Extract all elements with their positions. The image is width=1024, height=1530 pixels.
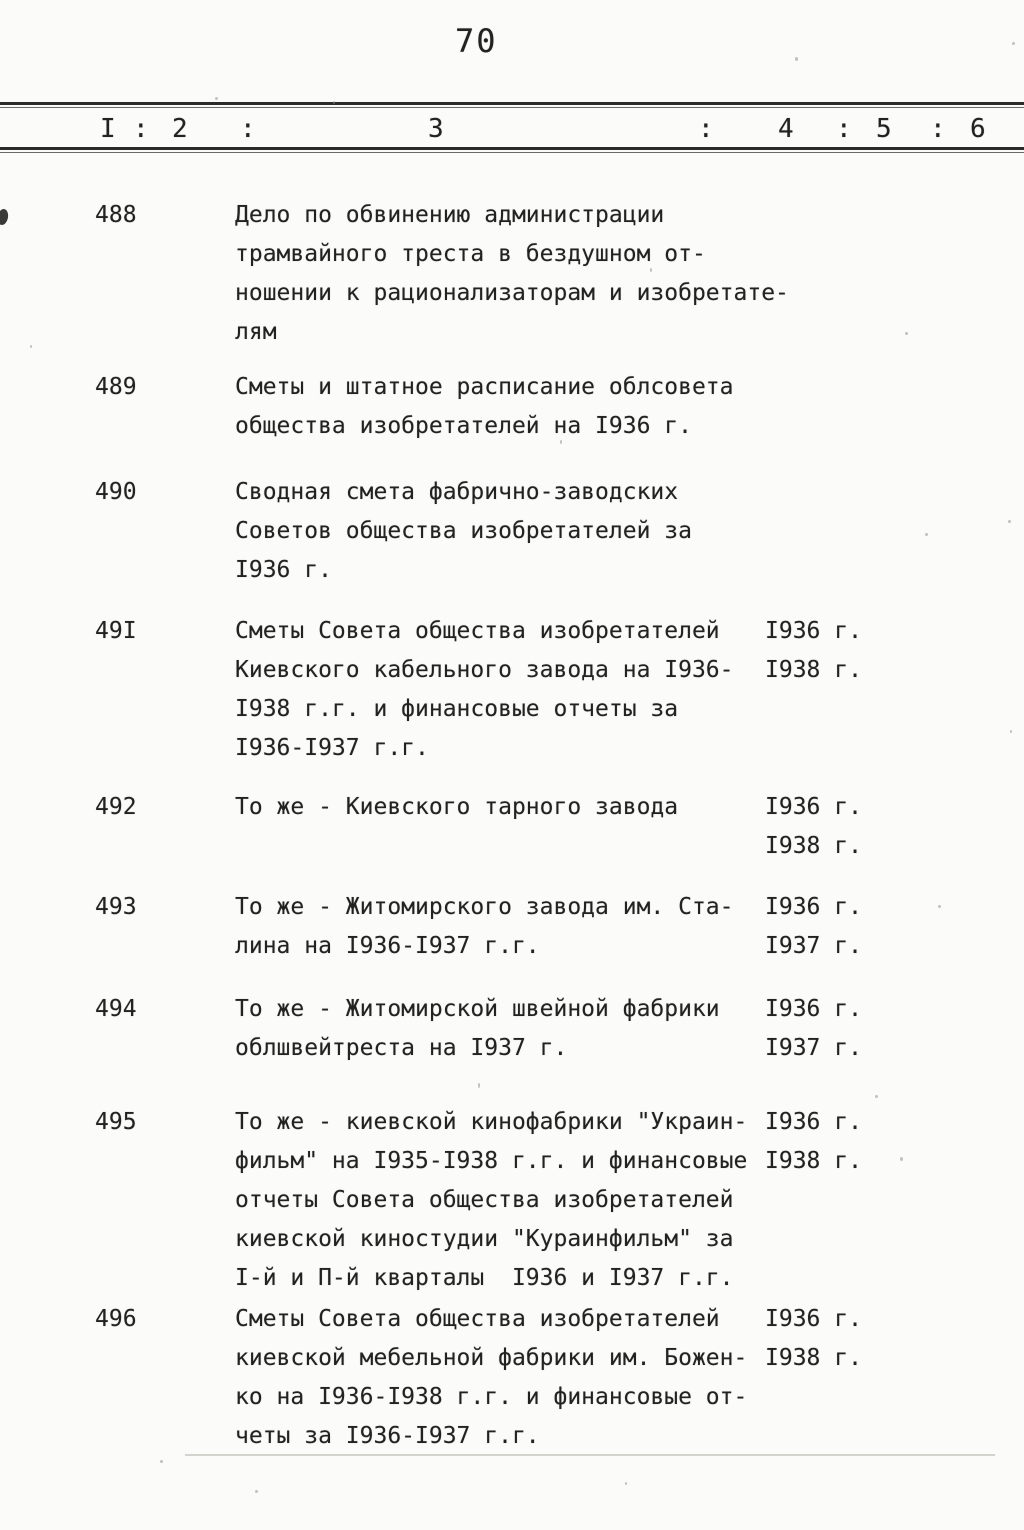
entry-date: I938 г. <box>765 1345 862 1371</box>
entry-desc-line: ко на I936-I938 г.г. и финансовые от- <box>235 1384 748 1410</box>
ink-blob-artifact <box>0 208 10 226</box>
column-header-1: I <box>100 114 116 144</box>
scan-speckle <box>255 1490 258 1493</box>
entry-number: 496 <box>95 1306 137 1332</box>
entry-desc-line: I936-I937 г.г. <box>235 735 429 761</box>
entry-description <box>235 990 775 1068</box>
entry-desc-line: То же - Киевского тарного завода <box>235 794 679 820</box>
entry-desc-line: I-й и П-й кварталы I936 и I937 г.г. <box>235 1265 734 1291</box>
column-separator: : <box>930 114 946 144</box>
entry-desc-line: Сметы Совета общества изобретателей <box>235 1306 720 1332</box>
column-separator: : <box>240 114 256 144</box>
entry-dates <box>765 888 905 966</box>
scan-speckle <box>215 97 218 100</box>
entry-desc-line: киевской мебельной фабрики им. Божен- <box>235 1345 748 1371</box>
entry-desc-line: I938 г.г. и финансовые отчеты за <box>235 696 679 722</box>
entry-desc-line: Киевского кабельного завода на I936- <box>235 657 734 683</box>
table-header-top-rule-thin <box>0 107 1024 108</box>
entry-desc-line: четы за I936-I937 г.г. <box>235 1423 540 1449</box>
scan-speckle <box>938 905 941 908</box>
entry-description <box>235 1300 775 1456</box>
scan-speckle <box>478 1083 480 1088</box>
entry-desc-line: киевской киностудии "Кураинфильм" за <box>235 1226 734 1252</box>
entry-date: I938 г. <box>765 833 862 859</box>
scan-speckle <box>333 101 335 104</box>
entry-description <box>235 888 775 966</box>
entry-number: 488 <box>95 202 137 228</box>
scan-speckle <box>30 345 32 348</box>
table-header-bottom-rule-thin <box>0 152 1024 153</box>
entry-desc-line: То же - Житомирского завода им. Ста- <box>235 894 734 920</box>
entry-dates <box>765 1300 905 1378</box>
table-header <box>0 112 1024 146</box>
entry-desc-line: лина на I936-I937 г.г. <box>235 933 540 959</box>
entry-dates <box>765 990 905 1068</box>
entry-desc-line: Сводная смета фабрично-заводских <box>235 479 679 505</box>
column-separator: : <box>698 114 714 144</box>
entry-description <box>235 788 775 827</box>
entry-description <box>235 473 775 590</box>
entry-desc-line: лям <box>235 319 277 345</box>
entry-number: 495 <box>95 1109 137 1135</box>
page-number: 70 <box>455 22 498 60</box>
scan-speckle <box>795 57 798 61</box>
entry-date: I936 г. <box>765 1109 862 1135</box>
entry-number: 489 <box>95 374 137 400</box>
entry-description <box>235 612 775 768</box>
scan-speckle <box>650 268 652 272</box>
column-header-3: 3 <box>428 114 444 144</box>
scan-speckle <box>1010 730 1012 733</box>
entry-desc-line: Советов общества изобретателей за <box>235 518 692 544</box>
entry-desc-line: То же - киевской кинофабрики "Украин- <box>235 1109 748 1135</box>
column-separator: : <box>836 114 852 144</box>
entry-number: 492 <box>95 794 137 820</box>
entry-description <box>235 196 789 352</box>
column-header-4: 4 <box>778 114 794 144</box>
entry-dates <box>765 612 905 690</box>
scan-speckle <box>905 332 908 335</box>
column-header-2: 2 <box>172 114 188 144</box>
entry-date: I936 г. <box>765 894 862 920</box>
entry-desc-line: Сметы и штатное расписание облсовета <box>235 374 734 400</box>
scan-artifact-line <box>185 1454 995 1456</box>
entry-date: I937 г. <box>765 1035 862 1061</box>
entry-date: I936 г. <box>765 794 862 820</box>
table-header-bottom-rule <box>0 147 1024 150</box>
scan-speckle <box>160 1460 163 1463</box>
column-header-5: 5 <box>876 114 892 144</box>
entry-number: 494 <box>95 996 137 1022</box>
entry-number: 490 <box>95 479 137 505</box>
entry-desc-line: Сметы Совета общества изобретателей <box>235 618 720 644</box>
scan-speckle <box>900 1157 903 1161</box>
entry-date: I938 г. <box>765 1148 862 1174</box>
scan-speckle <box>625 1482 627 1485</box>
entry-date: I938 г. <box>765 657 862 683</box>
entry-dates <box>765 1103 905 1181</box>
entry-desc-line: I936 г. <box>235 557 332 583</box>
entry-date: I936 г. <box>765 618 862 644</box>
entry-desc-line: облшвейтреста на I937 г. <box>235 1035 568 1061</box>
column-header-6: 6 <box>970 114 986 144</box>
entry-number: 49I <box>95 618 137 644</box>
entry-date: I937 г. <box>765 933 862 959</box>
table-header-top-rule <box>0 102 1024 105</box>
entry-desc-line: ношении к рационализаторам и изобретате- <box>235 280 789 306</box>
entry-date: I936 г. <box>765 996 862 1022</box>
entry-desc-line: Дело по обвинению администрации <box>235 202 665 228</box>
entry-description <box>235 1103 775 1298</box>
entry-desc-line: отчеты Совета общества изобретателей <box>235 1187 734 1213</box>
entry-desc-line: трамвайного треста в бездушном от- <box>235 241 706 267</box>
entry-date: I936 г. <box>765 1306 862 1332</box>
entry-number: 493 <box>95 894 137 920</box>
scan-speckle <box>1008 520 1011 523</box>
scan-speckle <box>925 533 928 536</box>
entry-desc-line: общества изобретателей на I936 г. <box>235 413 692 439</box>
entry-description <box>235 368 775 446</box>
scan-speckle <box>560 440 562 444</box>
entry-dates <box>765 788 905 866</box>
entry-desc-line: фильм" на I935-I938 г.г. и финансовые <box>235 1148 748 1174</box>
entry-desc-line: То же - Житомирской швейной фабрики <box>235 996 720 1022</box>
scan-speckle <box>1012 42 1015 45</box>
column-separator: : <box>133 114 149 144</box>
scan-speckle <box>875 1095 878 1098</box>
